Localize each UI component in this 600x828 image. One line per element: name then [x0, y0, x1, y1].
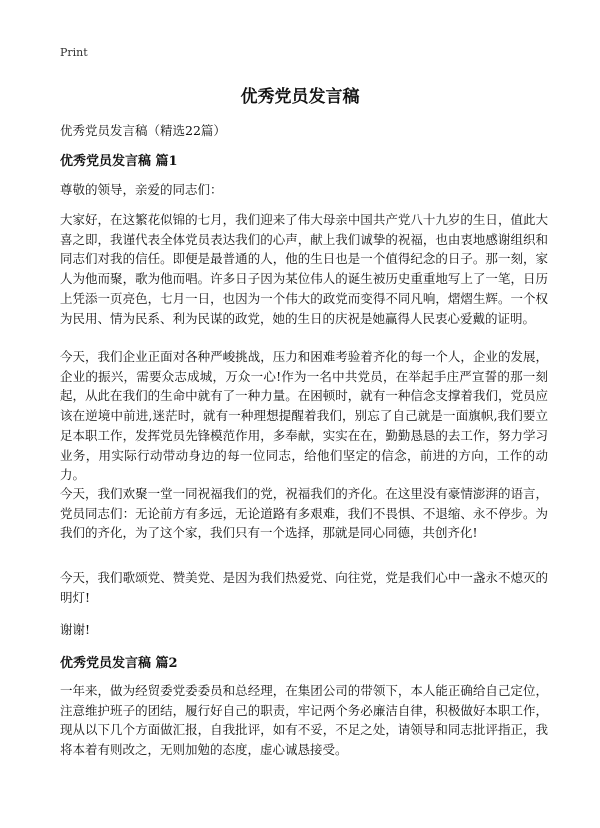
print-label: Print	[60, 46, 88, 59]
document-subtitle: 优秀党员发言稿（精选22篇）	[60, 123, 226, 138]
paragraph-1-4: 今天，我们歌颂党、赞美党、是因为我们热爱党、向往党，党是我们心中一盏永不熄灭的明灯!	[60, 570, 548, 605]
paragraph-1-2: 今天，我们企业正面对各种严峻挑战，压力和困难考验着齐化的每一个人，企业的发展，企业的振兴，需要众志成城，万众一心!作为一名中共党员，在举起手庄严宣誓的那一刻起，从此在我们的生命中就有了一种力量。在困顿时，就有一种信念支撑着我们，党员应该在逆境中前进,迷茫时，就有一种理想提醒着我们，别忘了自己就是一面旗帜,我们要立足本职工作，发挥党员先锋模范作用，多奉献，实实在在，勤勤恳恳的去工作，努力学习业务，用实际行动带动身边的每一位同志，给他们坚定的信念，前进的方向，工作的动力。	[60, 349, 548, 483]
document-title: 优秀党员发言稿	[240, 87, 360, 107]
section-heading-1: 优秀党员发言稿 篇1	[60, 154, 178, 169]
paragraph-1-3: 今天，我们欢聚一堂一同祝福我们的党，祝福我们的齐化。在这里没有豪情澎湃的语言，党员同志们：无论前方有多远，无论道路有多艰难，我们不畏惧、不退缩、永不停步。为我们的齐化，为了这个家，我们只有一个选择，那就是同心同德，共创齐化!	[60, 486, 548, 541]
paragraph-greeting: 尊敬的领导，亲爱的同志们：	[60, 182, 223, 197]
paragraph-1-1: 大家好，在这繁花似锦的七月，我们迎来了伟大母亲中国共产党八十九岁的生日，值此大喜之即，我谨代表全体党员表达我们的心声，献上我们诚挚的祝福，也由衷地感谢组织和同志们对我的信任。即便是最普通的人，他的生日也是一个值得纪念的日子。那一刻，家人为他而聚，歌为他而唱。许多日子因为某位伟人的诞生被历史重重地写上了一笔，日历上凭添一页亮色，七月一日，也因为一个伟大的政党而变得不同凡响，熠熠生辉。一个权为民用、情为民系、利为民谋的政党，她的生日的庆祝是她赢得人民衷心爱戴的证明。	[60, 212, 548, 326]
paragraph-2-1: 一年来，做为经贸委党委委员和总经理，在集团公司的带领下，本人能正确给自己定位，注意维护班子的团结，履行好自己的职责，牢记两个务必廉洁自律，积极做好本职工作，现从以下几个方面做汇报，自我批评，如有不妥，不足之处，请领导和同志批评指正，我将本着有则改之，无则加勉的态度，虚心诚恳接受。	[60, 683, 548, 758]
section-heading-2: 优秀党员发言稿 篇2	[60, 656, 178, 671]
paragraph-thanks: 谢谢!	[60, 622, 91, 637]
